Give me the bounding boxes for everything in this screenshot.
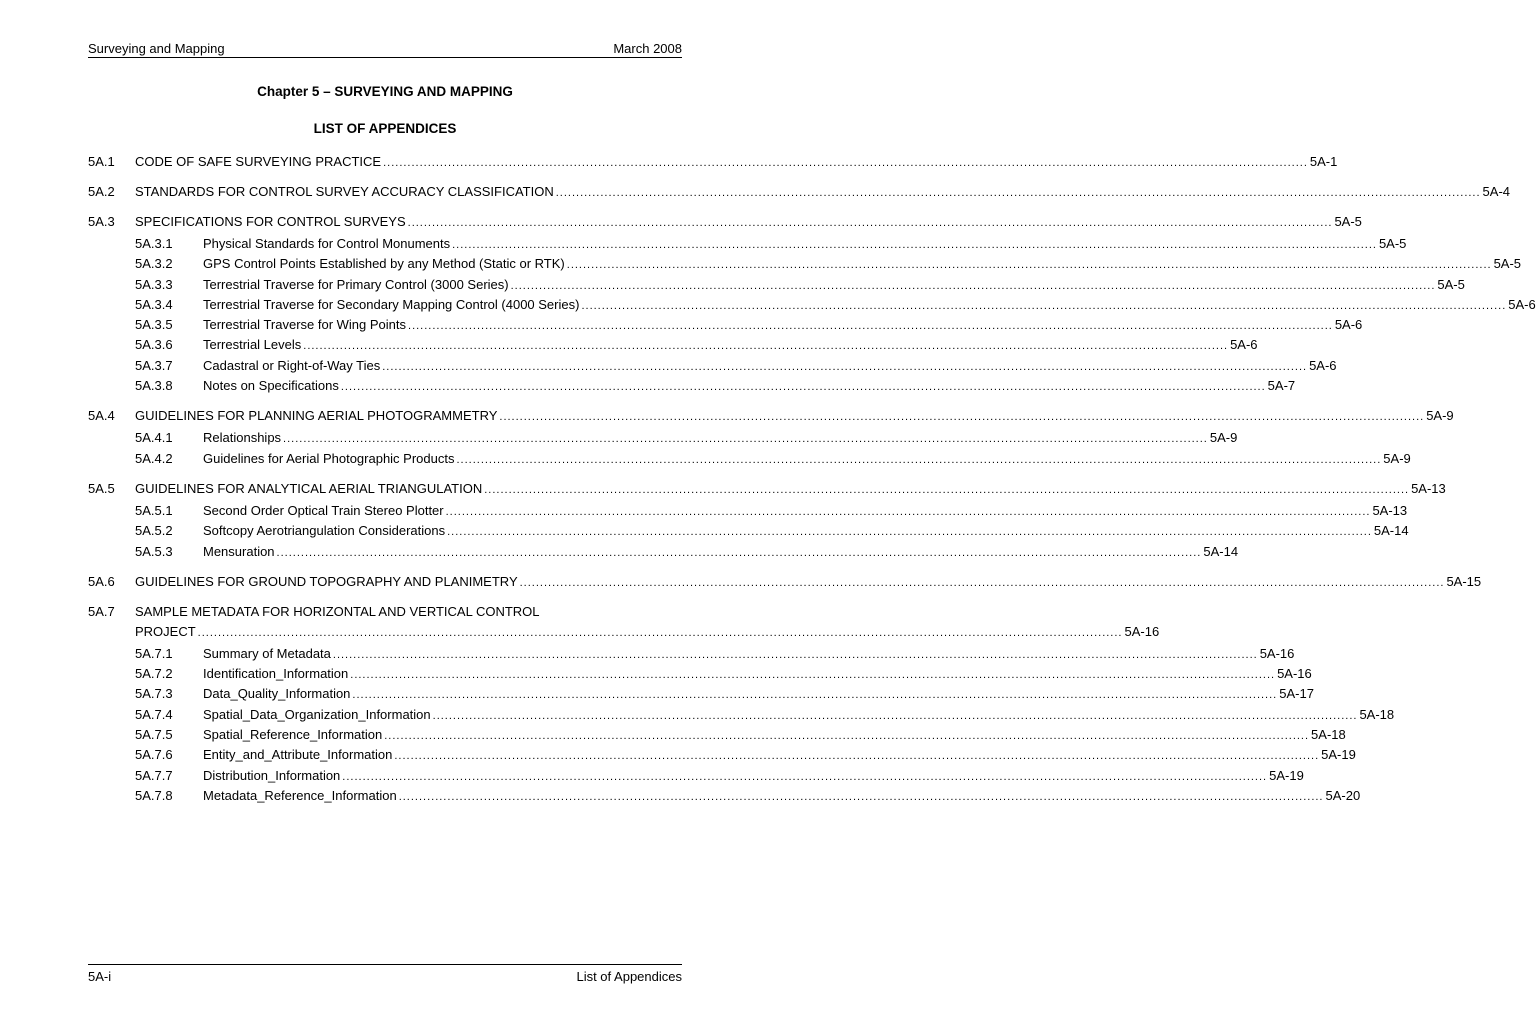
header-rule — [88, 57, 682, 58]
toc-entry-number: 5A.3 — [88, 214, 115, 229]
toc-subentry-page: 5A-9 — [1383, 450, 1411, 466]
toc-subentry[interactable] — [88, 335, 1258, 355]
toc-subentry[interactable] — [88, 684, 1314, 704]
toc-subentry-number: 5A.5.1 — [135, 502, 173, 518]
toc-subentry-title: Identification_Information — [203, 666, 349, 682]
dot-leader — [198, 623, 1123, 643]
toc-subentry-title: Mensuration — [203, 543, 275, 559]
toc-subentry-title: GPS Control Points Established by any Method (Static or RTK) — [203, 256, 565, 272]
toc-subentry-page: 5A-6 — [1309, 357, 1337, 373]
toc-subentry-number: 5A.5.3 — [135, 543, 173, 559]
dot-leader — [447, 522, 1372, 542]
dot-leader — [556, 183, 1481, 203]
dot-leader — [352, 685, 1277, 705]
toc-entry-page: 5A-9 — [1426, 408, 1454, 424]
toc-subentry-title: Metadata_Reference_Information — [203, 787, 397, 803]
toc-subentry-title: Terrestrial Traverse for Wing Points — [203, 317, 407, 333]
dot-leader — [333, 645, 1258, 665]
dot-leader — [520, 573, 1445, 593]
toc-entry-title: SPECIFICATIONS FOR CONTROL SURVEYS — [135, 214, 406, 229]
toc-subentry-number: 5A.7.6 — [135, 747, 173, 763]
dot-leader — [567, 255, 1492, 275]
toc-subentry[interactable] — [88, 542, 1239, 562]
toc-subentry[interactable] — [88, 376, 1296, 396]
table-of-contents — [88, 152, 1536, 806]
toc-subentry-number: 5A.3.1 — [135, 236, 173, 251]
header-right: March 2008 — [613, 41, 682, 56]
toc-entry[interactable] — [88, 406, 1454, 426]
dot-leader — [383, 153, 1308, 173]
toc-subentry-number: 5A.7.5 — [135, 727, 173, 743]
toc-entry-title: GUIDELINES FOR ANALYTICAL AERIAL TRIANGULATION — [135, 480, 483, 496]
dot-leader — [581, 296, 1506, 316]
dot-leader — [342, 767, 1267, 787]
toc-subentry-page: 5A-7 — [1267, 378, 1296, 394]
toc-entry-page: 5A-16 — [1124, 623, 1160, 639]
dot-leader — [511, 276, 1436, 296]
toc-entry-number: 5A.6 — [88, 573, 115, 589]
dot-leader — [408, 316, 1333, 336]
toc-subentry-page: 5A-16 — [1277, 666, 1312, 682]
dot-leader — [399, 787, 1324, 807]
dot-leader — [394, 746, 1319, 766]
page-header — [88, 38, 682, 56]
toc-subentry-title: Terrestrial Traverse for Secondary Mapping Control (4000 Series) — [203, 296, 580, 312]
toc-subentry[interactable] — [88, 766, 1304, 786]
toc-subentry[interactable] — [88, 745, 1356, 765]
toc-subentry-number: 5A.7.1 — [135, 645, 173, 661]
footer-right: List of Appendices — [576, 968, 682, 984]
dot-leader — [303, 336, 1228, 356]
toc-subentry-title: Softcopy Aerotriangulation Considerations — [203, 523, 446, 539]
toc-subentry-page: 5A-6 — [1230, 337, 1258, 353]
toc-subentry-number: 5A.3.4 — [135, 296, 173, 312]
toc-entry[interactable] — [88, 152, 1338, 172]
toc-subentry-page: 5A-18 — [1311, 727, 1346, 743]
toc-subentry[interactable] — [88, 644, 1295, 664]
page-footer — [88, 966, 682, 986]
toc-entry-page: 5A-1 — [1309, 154, 1338, 169]
toc-subentry[interactable] — [88, 501, 1408, 521]
toc-subentry-page: 5A-18 — [1359, 706, 1395, 722]
toc-entry-page: 5A-15 — [1446, 573, 1482, 589]
toc-subentry-title: Notes on Specifications — [203, 378, 339, 394]
toc-subentry-title: Data_Quality_Information — [203, 686, 351, 702]
toc-entry-page: 5A-13 — [1411, 480, 1446, 496]
dot-leader — [283, 429, 1208, 449]
toc-entry[interactable] — [88, 182, 1511, 202]
toc-subentry[interactable] — [88, 664, 1312, 684]
toc-subentry-number: 5A.3.6 — [135, 337, 173, 353]
toc-subentry[interactable] — [88, 521, 1409, 541]
toc-entry[interactable] — [88, 602, 682, 622]
toc-entry-page: 5A-4 — [1482, 184, 1511, 199]
toc-subentry-page: 5A-14 — [1373, 523, 1409, 539]
dot-leader — [350, 665, 1275, 685]
toc-subentry-number: 5A.3.7 — [135, 357, 173, 373]
toc-subentry-title: Spatial_Reference_Information — [203, 727, 383, 743]
toc-subentry-page: 5A-5 — [1378, 236, 1407, 251]
toc-entry-title: CODE OF SAFE SURVEYING PRACTICE — [135, 154, 382, 169]
toc-subentry-title: Second Order Optical Train Stereo Plotter — [203, 502, 444, 518]
toc-subentry-page: 5A-9 — [1209, 430, 1238, 446]
toc-entry-title-continued: PROJECT — [135, 623, 196, 639]
toc-entry-title: GUIDELINES FOR PLANNING AERIAL PHOTOGRAMMETRY — [135, 408, 498, 424]
toc-subentry[interactable] — [88, 428, 1238, 448]
footer-left: 5A-i — [88, 968, 112, 984]
toc-subentry[interactable] — [88, 315, 1363, 335]
toc-subentry-page: 5A-17 — [1279, 686, 1314, 702]
toc-entry-title: GUIDELINES FOR GROUND TOPOGRAPHY AND PLANIMETRY — [135, 573, 518, 589]
toc-entry-page: 5A-5 — [1334, 214, 1362, 229]
toc-subentry-number: 5A.4.2 — [135, 450, 173, 466]
dot-leader — [484, 480, 1409, 500]
toc-subentry-page: 5A-16 — [1259, 645, 1295, 661]
toc-entry-number: 5A.7 — [88, 603, 115, 619]
dot-leader — [452, 235, 1377, 255]
toc-subentry-number: 5A.7.7 — [135, 767, 173, 783]
toc-entry[interactable] — [88, 212, 1362, 232]
chapter-title: Chapter 5 – SURVEYING AND MAPPING — [257, 84, 513, 99]
toc-entry[interactable] — [88, 572, 1482, 592]
toc-subentry-page: 5A-6 — [1334, 317, 1363, 333]
toc-subentry-number: 5A.5.2 — [135, 523, 173, 539]
toc-subentry-title: Entity_and_Attribute_Information — [203, 747, 393, 763]
toc-subentry-number: 5A.3.8 — [135, 378, 173, 394]
toc-subentry-page: 5A-5 — [1493, 256, 1522, 272]
toc-subentry-title: Cadastral or Right-of-Way Ties — [203, 357, 381, 373]
toc-subentry[interactable] — [88, 234, 1407, 254]
dot-leader — [384, 726, 1309, 746]
toc-subentry[interactable] — [88, 725, 1346, 745]
toc-subentry-number: 5A.7.4 — [135, 706, 173, 722]
toc-subentry-number: 5A.3.3 — [135, 276, 173, 292]
footer-rule — [88, 964, 682, 965]
toc-subentry-page: 5A-19 — [1269, 767, 1304, 783]
header-left: Surveying and Mapping — [88, 41, 225, 56]
toc-subentry-page: 5A-5 — [1437, 276, 1465, 292]
toc-subentry-title: Terrestrial Levels — [203, 337, 302, 353]
toc-subentry-number: 5A.7.3 — [135, 686, 173, 702]
dot-leader — [341, 377, 1266, 397]
toc-subentry[interactable] — [88, 275, 1465, 295]
toc-subentry-title: Summary of Metadata — [203, 645, 331, 661]
toc-subentry-title: Physical Standards for Control Monuments — [203, 236, 451, 251]
toc-entry-continuation[interactable] — [88, 622, 1160, 642]
toc-subentry-title: Distribution_Information — [203, 767, 341, 783]
toc-subentry-number: 5A.4.1 — [135, 430, 173, 446]
toc-subentry-page: 5A-13 — [1372, 502, 1408, 518]
toc-entry-number: 5A.5 — [88, 480, 115, 496]
toc-subentry-page: 5A-6 — [1508, 296, 1536, 312]
toc-subentry-title: Terrestrial Traverse for Primary Control (3000 Series) — [203, 276, 509, 292]
toc-subentry[interactable] — [88, 449, 1411, 469]
toc-entry-number: 5A.1 — [88, 154, 115, 169]
dot-leader — [433, 706, 1358, 726]
toc-subentry[interactable] — [88, 356, 1337, 376]
toc-subentry[interactable] — [88, 254, 1522, 274]
toc-entry-number: 5A.4 — [88, 408, 115, 424]
dot-leader — [446, 502, 1371, 522]
toc-subentry-page: 5A-19 — [1321, 747, 1356, 763]
toc-subentry[interactable] — [88, 786, 1361, 806]
toc-subentry-page: 5A-20 — [1325, 787, 1361, 803]
dot-leader — [277, 543, 1202, 563]
dot-leader — [382, 357, 1307, 377]
toc-entry-title: SAMPLE METADATA FOR HORIZONTAL AND VERTICAL CONTROL — [135, 603, 540, 619]
toc-subentry-title: Relationships — [203, 430, 282, 446]
toc-entry[interactable] — [88, 479, 1446, 499]
toc-subentry-number: 5A.7.2 — [135, 666, 173, 682]
toc-subentry[interactable] — [88, 705, 1395, 725]
list-title: LIST OF APPENDICES — [313, 121, 457, 136]
toc-entry-title: STANDARDS FOR CONTROL SURVEY ACCURACY CLASSIFICATION — [135, 184, 554, 199]
toc-entry-number: 5A.2 — [88, 184, 115, 199]
toc-subentry-number: 5A.3.5 — [135, 317, 173, 333]
dot-leader — [499, 407, 1424, 427]
dot-leader — [408, 213, 1333, 233]
toc-subentry-title: Guidelines for Aerial Photographic Products — [203, 450, 455, 466]
dot-leader — [456, 450, 1381, 470]
toc-subentry-page: 5A-14 — [1203, 543, 1239, 559]
toc-subentry[interactable] — [88, 295, 1536, 315]
toc-subentry-number: 5A.3.2 — [135, 256, 173, 272]
toc-subentry-number: 5A.7.8 — [135, 787, 173, 803]
toc-subentry-title: Spatial_Data_Organization_Information — [203, 706, 431, 722]
